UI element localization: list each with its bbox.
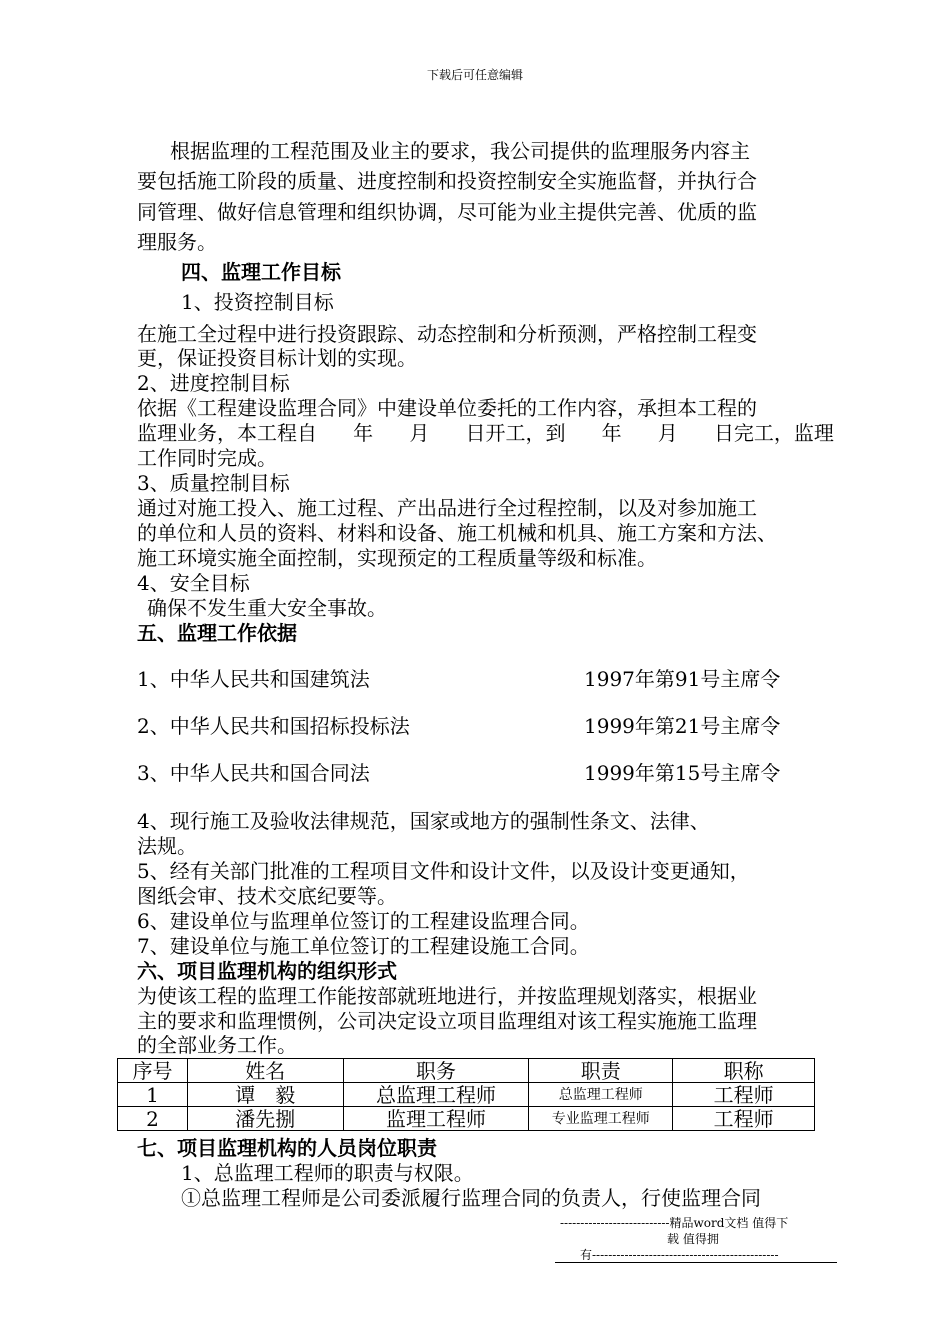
goal-4-title: 4、安全目标 — [137, 571, 250, 595]
law-order: 1999年第21号主席令 — [584, 714, 781, 738]
section-5-heading: 五、监理工作依据 — [137, 621, 297, 645]
basis-5-line-2: 图纸会审、技术交底纪要等。 — [137, 884, 397, 908]
goal-3-line-1: 通过对施工投入、施工过程、产出品进行全过程控制，以及对参加施工 — [137, 496, 757, 520]
table-row — [118, 1107, 815, 1131]
basis-7: 7、建设单位与施工单位签订的工程建设施工合同。 — [137, 934, 590, 958]
table-header-cell: 职务 — [343, 1059, 529, 1083]
table-header-row — [118, 1059, 815, 1083]
intro-line-2: 要包括施工阶段的质量、进度控制和投资控制安全实施监督，并执行合 — [137, 169, 757, 193]
table-cell: 专业监理工程师 — [529, 1107, 673, 1131]
goal-1-title: 1、投资控制目标 — [181, 290, 334, 314]
goal-2-line-1: 依据《工程建设监理合同》中建设单位委托的工作内容，承担本工程的 — [137, 396, 757, 420]
table-header-cell: 序号 — [118, 1059, 188, 1083]
table-cell: 潘先捌 — [187, 1107, 343, 1131]
footer-line-1: ---------------------------精品word文档 值得下 — [560, 1216, 789, 1230]
table-header-cell: 姓名 — [187, 1059, 343, 1083]
goal-3-line-3: 施工环境实施全面控制，实现预定的工程质量等级和标准。 — [137, 546, 657, 570]
goal-3-line-2: 的单位和人员的资料、材料和设备、施工机械和机具、施工方案和方法、 — [137, 521, 777, 545]
footer-line-3: 有---------------------------------------------- — [580, 1248, 779, 1262]
table-header-cell: 职称 — [673, 1059, 815, 1083]
table-cell: 2 — [118, 1107, 188, 1131]
page-header: 下载后可任意编辑 — [426, 68, 523, 82]
law-name: 1、中华人民共和国建筑法 — [137, 667, 370, 691]
table-cell: 总监理工程师 — [343, 1083, 529, 1107]
table-cell: 工程师 — [673, 1083, 815, 1107]
basis-6: 6、建设单位与监理单位签订的工程建设监理合同。 — [137, 909, 590, 933]
basis-4-line-2: 法规。 — [137, 834, 197, 858]
duty-1-title: 1、总监理工程师的职责与权限。 — [181, 1161, 474, 1185]
goal-3-title: 3、质量控制目标 — [137, 471, 290, 495]
duty-1-paragraph: ①总监理工程师是公司委派履行监理合同的负责人，行使监理合同 — [181, 1186, 761, 1210]
goal-2-title: 2、进度控制目标 — [137, 371, 290, 395]
org-line-2: 主的要求和监理惯例，公司决定设立项目监理组对该工程实施施工监理 — [137, 1009, 757, 1033]
goal-1-line-2: 更，保证投资目标计划的实现。 — [137, 346, 417, 370]
footer-line-2: 载 值得拥 — [667, 1232, 719, 1246]
section-6-heading: 六、项目监理机构的组织形式 — [137, 959, 397, 983]
law-row — [137, 762, 837, 785]
section-7-heading: 七、项目监理机构的人员岗位职责 — [137, 1136, 437, 1160]
org-line-1: 为使该工程的监理工作能按部就班地进行，并按监理规划落实，根据业 — [137, 984, 757, 1008]
goal-1-line-1: 在施工全过程中进行投资跟踪、动态控制和分析预测，严格控制工程变 — [137, 322, 757, 346]
table-cell: 总监理工程师 — [529, 1083, 673, 1107]
intro-line-3: 同管理、做好信息管理和组织协调，尽可能为业主提供完善、优质的监 — [137, 200, 757, 224]
law-order: 1999年第15号主席令 — [584, 761, 781, 785]
section-4-heading: 四、监理工作目标 — [181, 260, 341, 284]
table-row — [118, 1083, 815, 1107]
table-header-cell: 职责 — [529, 1059, 673, 1083]
goal-4-text: 确保不发生重大安全事故。 — [147, 596, 387, 620]
table-cell: 工程师 — [673, 1107, 815, 1131]
goal-2-line-2: 监理业务，本工程自 年 月 日开工，到 年 月 日完工，监理 — [137, 421, 834, 445]
footer-rule — [555, 1262, 837, 1263]
staff-table — [117, 1058, 815, 1131]
law-row — [137, 715, 837, 738]
law-order: 1997年第91号主席令 — [584, 667, 781, 691]
table-cell: 1 — [118, 1083, 188, 1107]
basis-4-line-1: 4、现行施工及验收法律规范，国家或地方的强制性条文、法律、 — [137, 809, 710, 833]
table-cell: 监理工程师 — [343, 1107, 529, 1131]
law-name: 3、中华人民共和国合同法 — [137, 761, 370, 785]
intro-line-4: 理服务。 — [137, 230, 217, 254]
law-row — [137, 668, 837, 691]
table-cell: 谭 毅 — [187, 1083, 343, 1107]
intro-line-1: 根据监理的工程范围及业主的要求，我公司提供的监理服务内容主 — [170, 139, 750, 163]
org-line-3: 的全部业务工作。 — [137, 1033, 297, 1057]
law-name: 2、中华人民共和国招标投标法 — [137, 714, 410, 738]
goal-2-line-3: 工作同时完成。 — [137, 446, 277, 470]
basis-5-line-1: 5、经有关部门批准的工程项目文件和设计文件，以及设计变更通知， — [137, 859, 750, 883]
